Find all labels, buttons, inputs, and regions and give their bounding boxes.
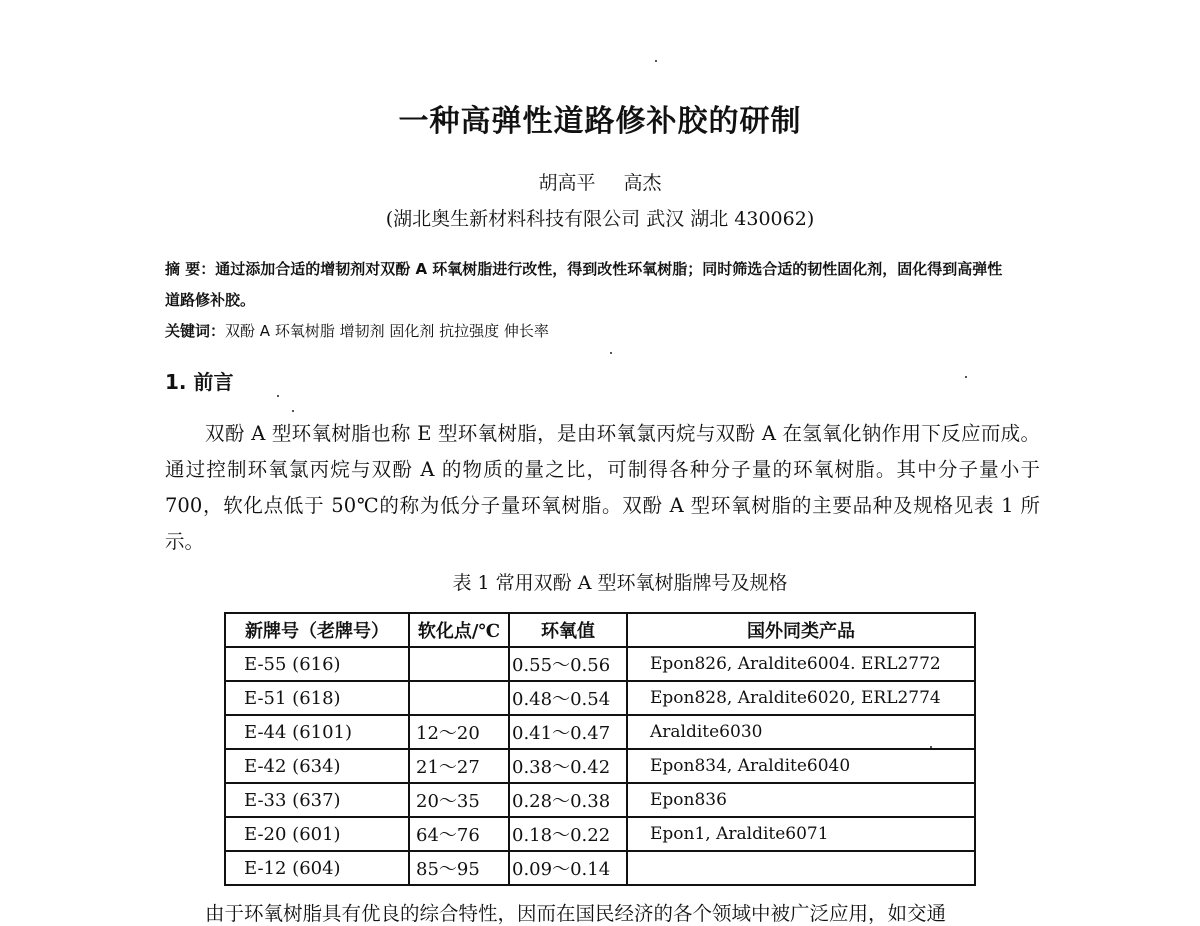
softening-point-cell: 20～35 xyxy=(409,783,509,817)
grade-cell: E-42 (634) xyxy=(225,749,409,783)
table-row xyxy=(225,851,975,885)
grade-cell: E-44 (6101) xyxy=(225,715,409,749)
abstract-text: 通过添加合适的增韧剂对双酚 A 环氧树脂进行改性，得到改性环氧树脂；同时筛选合适的韧性固化剂，固化得到高弹性道路修补胶。 xyxy=(165,260,1003,309)
keywords-block xyxy=(165,316,1015,347)
table-row xyxy=(225,749,975,783)
grade-cell: E-12 (604) xyxy=(225,851,409,885)
table-header-row xyxy=(225,613,975,647)
scan-speck xyxy=(292,410,294,412)
softening-point-cell: 64～76 xyxy=(409,817,509,851)
keywords-label: 关键词： xyxy=(165,322,226,340)
epoxy-value-cell: 0.48～0.54 xyxy=(509,681,627,715)
scan-speck xyxy=(277,395,279,397)
epoxy-value-cell: 0.55～0.56 xyxy=(509,647,627,681)
epoxy-value-cell: 0.09～0.14 xyxy=(509,851,627,885)
table-header-cell: 国外同类产品 xyxy=(627,613,975,647)
softening-point-cell: 12～20 xyxy=(409,715,509,749)
softening-point-cell: 21～27 xyxy=(409,749,509,783)
grade-cell: E-20 (601) xyxy=(225,817,409,851)
scan-speck xyxy=(930,746,932,748)
keywords-text: 双酚 A 环氧树脂 增韧剂 固化剂 抗拉强度 伸长率 xyxy=(225,322,549,340)
foreign-product-cell: Araldite6030 xyxy=(627,715,975,749)
table-row xyxy=(225,817,975,851)
epoxy-value-cell: 0.18～0.22 xyxy=(509,817,627,851)
epoxy-value-cell: 0.38～0.42 xyxy=(509,749,627,783)
foreign-product-cell: Epon836 xyxy=(627,783,975,817)
grade-cell: E-51 (618) xyxy=(225,681,409,715)
foreign-product-cell: Epon834, Araldite6040 xyxy=(627,749,975,783)
foreign-product-cell: Epon828, Araldite6020, ERL2774 xyxy=(627,681,975,715)
cutoff-text-line: 由于环氧树脂具有优良的综合特性，因而在国民经济的各个领域中被广泛应用，如交通 xyxy=(205,902,947,925)
table-row xyxy=(225,647,975,681)
table-caption: 表 1 常用双酚 A 型环氧树脂牌号及规格 xyxy=(452,572,788,594)
table-row xyxy=(225,681,975,715)
abstract-block xyxy=(165,254,1015,316)
grade-cell: E-55 (616) xyxy=(225,647,409,681)
grade-cell: E-33 (637) xyxy=(225,783,409,817)
table-header-cell: 环氧值 xyxy=(509,613,627,647)
resin-spec-table xyxy=(224,612,976,886)
foreign-product-cell: Epon1, Araldite6071 xyxy=(627,817,975,851)
foreign-product-cell: Epon826, Araldite6004. ERL2772 xyxy=(627,647,975,681)
scan-speck xyxy=(965,376,967,378)
softening-point-cell xyxy=(409,681,509,715)
table-header-cell: 新牌号（老牌号） xyxy=(225,613,409,647)
table-header-cell: 软化点/℃ xyxy=(409,613,509,647)
paper-title: 一种高弹性道路修补胶的研制 xyxy=(398,104,802,139)
softening-point-cell xyxy=(409,647,509,681)
foreign-product-cell xyxy=(627,851,975,885)
softening-point-cell: 85～95 xyxy=(409,851,509,885)
scan-speck xyxy=(655,60,657,62)
scan-speck xyxy=(610,352,612,354)
abstract-label: 摘 要： xyxy=(165,260,216,278)
epoxy-value-cell: 0.28～0.38 xyxy=(509,783,627,817)
affiliation-line: (湖北奥生新材料科技有限公司 武汉 湖北 430062) xyxy=(385,208,815,230)
epoxy-value-cell: 0.41～0.47 xyxy=(509,715,627,749)
author-line: 胡高平 高杰 xyxy=(538,172,662,194)
intro-paragraph: 双酚 A 型环氧树脂也称 E 型环氧树脂，是由环氧氯丙烷与双酚 A 在氢氧化钠作用下反应而成。通过控制环氧氯丙烷与双酚 A 的物质的量之比，可制得各种分子量的环氧树脂。其中分子量小于 700，软化点低于 50℃的称为低分子量环氧树脂。双酚 A 型环氧树脂的主要品种及规格见表 1 所示。 xyxy=(165,422,1040,553)
section-heading: 1. 前言 xyxy=(165,370,234,394)
table-row xyxy=(225,783,975,817)
table-row xyxy=(225,715,975,749)
